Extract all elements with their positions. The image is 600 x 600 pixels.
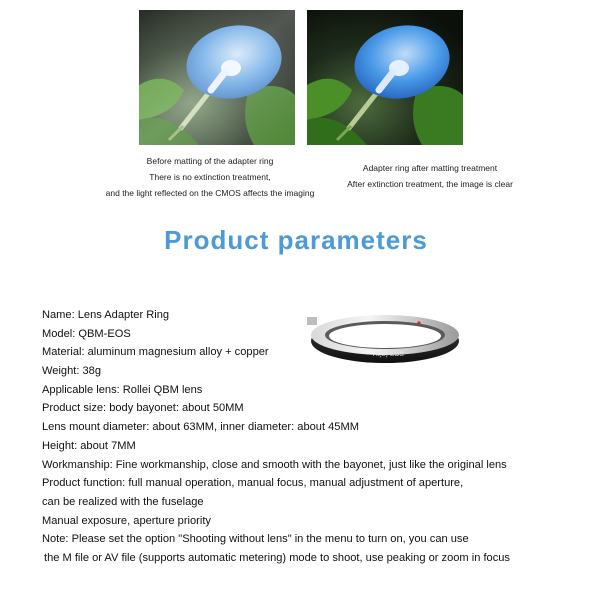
before-caption-line: There is no extinction treatment, (149, 172, 271, 182)
parameter-list (42, 306, 598, 568)
parameter-line: Lens mount diameter: about 63MM, inner diameter: about 45MM (42, 421, 359, 434)
parameter-line: Applicable lens: Rollei QBM lens (42, 383, 203, 396)
before-matting-photo (139, 10, 295, 145)
parameter-line: Model: QBM-EOS (42, 327, 131, 340)
ring-engraving: AI(S)-EOS (373, 351, 404, 358)
before-caption-line: and the light reflected on the CMOS affects the imaging (105, 188, 315, 198)
section-title: Product parameters (164, 225, 428, 255)
after-matting-photo (307, 10, 463, 145)
flower-image-before (139, 10, 295, 145)
after-caption-line: After extinction treatment, the image is clear (347, 179, 513, 189)
after-caption-line: Adapter ring after matting treatment (362, 163, 498, 173)
flower-image-after (307, 10, 463, 145)
parameter-line: Product size: body bayonet: about 50MM (42, 402, 244, 415)
parameter-line: Product function: full manual operation, manual focus, manual adjustment of aperture, (42, 477, 464, 490)
parameter-line: Weight: 38g (42, 365, 102, 378)
parameter-line: Material: aluminum magnesium alloy + copper (42, 346, 269, 359)
parameter-line: Note: Please set the option "Shooting without lens" in the menu to turn on, you can use (42, 533, 469, 546)
parameter-line: Name: Lens Adapter Ring (42, 309, 170, 321)
after-caption (285, 160, 575, 192)
parameter-line: the M file or AV file (supports automatic metering) mode to shoot, use peaking or zoom in focus (44, 551, 510, 564)
parameter-line: Workmanship: Fine workmanship, close and smooth with the bayonet, just like the original lens (42, 458, 507, 471)
before-caption-line: Before matting of the adapter ring (146, 156, 274, 166)
parameter-line: Height: about 7MM (42, 439, 136, 452)
parameter-line: can be realized with the fuselage (42, 495, 204, 508)
parameter-line: Manual exposure, aperture priority (42, 514, 211, 527)
